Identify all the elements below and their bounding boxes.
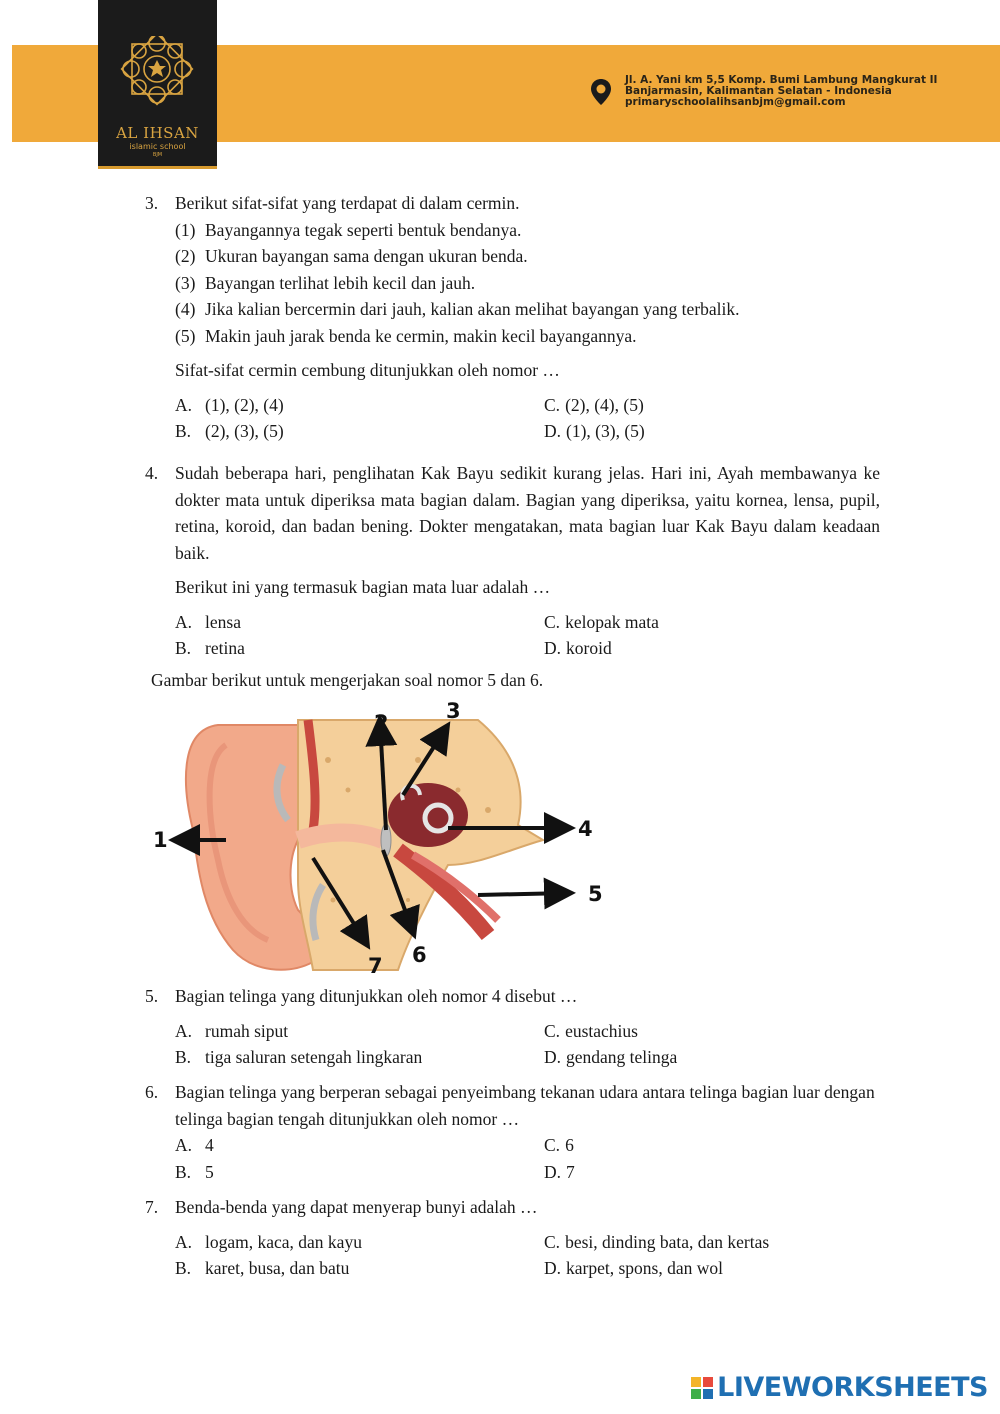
answer-options [175,1229,880,1282]
option-c[interactable]: C. 6 [544,1135,574,1155]
question-prompt: Sifat-sifat cermin cembung ditunjukkan oleh nomor … [175,360,560,380]
school-subtitle: islamic school [129,142,186,151]
option-a[interactable]: A. logam, kaca, dan kayu [175,1231,362,1252]
option-d[interactable]: D. (1), (3), (5) [544,421,645,441]
answer-options [175,609,880,662]
option-b[interactable]: B. (2), (3), (5) [175,421,284,441]
question-number: 3. [145,193,159,213]
address-email: primaryschoolalihsanbjm@gmail.com [625,96,846,108]
statement-item: (3) Bayangan terlihat lebih kecil dan jauh. [175,272,476,293]
option-b[interactable]: B. retina [175,638,245,658]
question-intro: Sudah beberapa hari, penglihatan Kak Bayu sedikit kurang jelas. Hari ini, Ayah membawanya ke dokter mata untuk diperiksa mata bagian dalam. Bagian yang diperiksa, yaitu kornea, lensa, pupil, retina, koroid, dan badan bening. Dokter mengatakan, mata bagian luar Kak Bayu dalam keadaan baik. [175,463,880,563]
label-1: 1 [153,828,168,852]
school-name: AL IHSAN [116,124,199,142]
option-c[interactable]: C. kelopak mata [544,611,659,632]
option-a[interactable]: A. 4 [175,1135,214,1155]
school-logo [98,0,217,169]
question-5 [145,983,880,1071]
option-a[interactable]: A. (1), (2), (4) [175,394,284,415]
label-5: 5 [588,882,603,906]
option-c[interactable]: C. (2), (4), (5) [544,394,644,415]
question-intro: Bagian telinga yang ditunjukkan oleh nomor 4 disebut … [175,986,578,1006]
label-3: 3 [446,700,461,723]
statement-item: (2) Ukuran bayangan sama dengan ukuran benda. [175,246,528,266]
question-number: 7. [145,1197,159,1217]
option-a[interactable]: A. rumah siput [175,1020,289,1041]
question-intro: Bagian telinga yang berperan sebagai penyeimbang tekanan udara antara telinga bagian luar dengan telinga bagian tengah ditunjukkan oleh nomor … [175,1082,875,1129]
school-city: BJM [152,152,163,158]
option-c[interactable]: C. eustachius [544,1020,638,1041]
option-b[interactable]: B. 5 [175,1161,214,1182]
ornament-icon [104,36,211,122]
label-6: 6 [412,943,427,967]
label-4: 4 [578,817,593,841]
label-7: 7 [368,954,383,978]
option-d[interactable]: D. karpet, spons, dan wol [544,1258,724,1278]
inner-ear [388,783,468,847]
answer-options [175,392,880,445]
question-intro: Benda-benda yang dapat menyerap bunyi adalah … [175,1197,538,1217]
question-4 [145,460,880,662]
statement-item: (4) Jika kalian bercermin dari jauh, kalian akan melihat bayangan yang terbalik. [175,299,740,319]
label-2: 2 [374,711,389,735]
question-number: 5. [145,986,159,1006]
question-3 [145,190,880,445]
option-d[interactable]: D. koroid [544,638,612,658]
liveworksheets-brand[interactable] [691,1372,988,1403]
option-a[interactable]: A. lensa [175,611,241,632]
question-number: 4. [145,463,159,483]
option-d[interactable]: D. 7 [544,1161,575,1182]
statement-item: (1) Bayangannya tegak seperti bentuk bendanya. [175,219,522,240]
location-pin-icon [590,78,612,106]
statement-item: (5) Makin jauh jarak benda ke cermin, makin kecil bayangannya. [175,325,637,346]
brand-name: LIVEWORKSHEETS [717,1372,988,1403]
option-d[interactable]: D. gendang telinga [544,1047,678,1067]
option-b[interactable]: B. tiga saluran setengah lingkaran [175,1047,423,1067]
question-intro: Berikut sifat-sifat yang terdapat di dalam cermin. [175,193,520,213]
figure-caption: Gambar berikut untuk mengerjakan soal nomor 5 dan 6. [151,670,544,690]
address-line-2: Banjarmasin, Kalimantan Selatan - Indonesia [625,85,892,97]
answer-options [175,1018,880,1071]
ear-canal [298,833,383,841]
option-b[interactable]: B. karet, busa, dan batu [175,1258,350,1278]
question-7 [145,1194,880,1282]
question-number: 6. [145,1082,159,1102]
liveworksheets-logo-icon [691,1377,713,1399]
answer-options [175,1132,880,1185]
option-c[interactable]: C. besi, dinding bata, dan kertas [544,1231,770,1252]
question-6 [145,1079,880,1185]
school-address [625,75,937,108]
question-prompt: Berikut ini yang termasuk bagian mata luar adalah … [175,577,551,597]
address-line-1: Jl. A. Yani km 5,5 Komp. Bumi Lambung Mangkurat II [625,74,938,86]
ear-anatomy-diagram [148,700,618,980]
